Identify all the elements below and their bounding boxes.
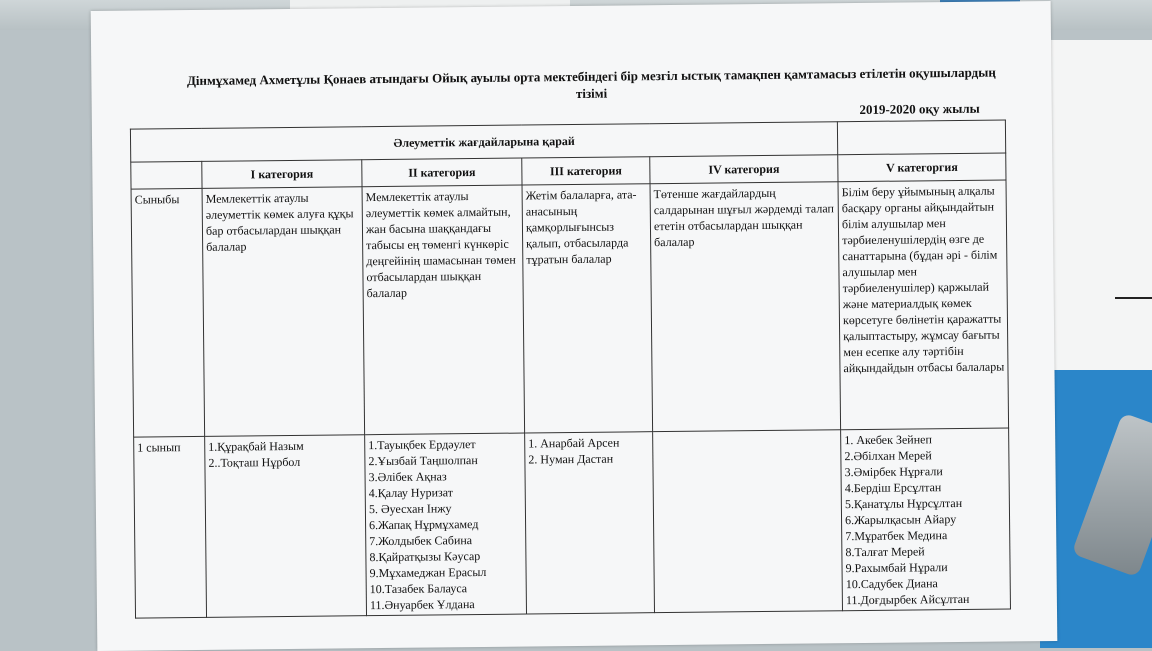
student-item: 3.Әлібек Ақназ: [368, 469, 447, 485]
students-table: [130, 119, 1011, 618]
row-label-class: Сыныбы: [131, 188, 205, 437]
student-item: 1. Акебек Зейнеп: [844, 432, 932, 448]
student-item: 11.Әнуарбек Ұлдана: [369, 597, 475, 613]
social-status-header: Әлеуметтік жағдайларына қарай: [130, 122, 837, 162]
category-1-description: Мемлекеттік атаулы әлеуметтік көмек алуға құқы бар отбасылардан шыққан балалар: [202, 187, 365, 437]
student-item: 4.Бердіш Ерсұлтан: [844, 480, 942, 496]
category-3-description: Жетім балаларға, ата-анасының қамқорлығынсыз қалып, отбасыларда тұратын балалар: [522, 184, 653, 433]
student-item: 9.Мұхамеджан Ерасыл: [369, 564, 487, 581]
student-item: 10.Садубек Диана: [845, 576, 938, 592]
student-item: 2.Ұызбай Таңшолпан: [368, 453, 478, 469]
category-5-header: V категоргия: [838, 153, 1006, 182]
student-item: 2..Тоқташ Нұрбол: [208, 454, 301, 470]
category-4-header: IV категория: [650, 155, 838, 184]
student-item: 5.Қанатұлы Нұрсұлтан: [844, 495, 963, 512]
student-item: 8.Талғат Мерей: [845, 544, 925, 560]
class-1-label: 1 сынып: [134, 436, 207, 618]
empty-category-cell: [131, 161, 202, 189]
category-1-header: I категория: [202, 160, 362, 189]
student-item: 1.Құрақбай Назым: [208, 438, 304, 454]
category-5-description: Білім беру ұйымының алқалы басқару органы айқындайтын білім алушылар мен тәрбиеленушілердің өзге де санаттарына (бұдан әрі - білім алушылар мен тәрбиеленушілер) қаржылай және материалдық көмек көрсетуге бөлінетін қаражатты қалыптастыру, жұмсау бағыты мен есепке алу тәртібін айқындайдын отбасы балалары: [838, 180, 1009, 430]
category-4-description: Төтенше жағдайлардың салдарынан шұғыл жәрдемді талап ететін отбасылардан шыққан балалар: [650, 182, 841, 432]
student-item: 7.Мұратбек Медина: [845, 528, 948, 544]
student-item: 3.Әмірбек Нұрғали: [844, 464, 943, 480]
document-title: Дінмұхамед Ахметұлы Қонаев атындағы Ойық ауылы орта мектебіндегі бір мезгіл ыстық тамақпен қамтамасыз етілетін оқушылардың тізімі: [186, 64, 996, 101]
student-item: 1. Анарбай Арсен: [528, 435, 620, 451]
category-2-students: [365, 433, 527, 616]
student-item: 4.Қалау Нуризат: [368, 485, 454, 501]
student-item: 7.Жолдыбек Сабина: [369, 533, 473, 549]
student-item: 9.Рахымбай Нұрали: [845, 560, 948, 576]
student-item: 5. Әуесхан Інжу: [368, 501, 452, 517]
student-item: 8.Қайратқызы Кәусар: [369, 548, 481, 565]
category-1-students: [205, 435, 367, 618]
category-5-students: [841, 428, 1011, 611]
student-item: 6.Жарылқасын Айару: [845, 512, 957, 528]
paper-stack-line: [1115, 297, 1152, 299]
category-2-description: Мемлекеттік атаулы әлеуметтік көмек алмайтын, жан басына шаққандағы табысы ең төменгі күнкөріс деңгейінің шамасынан төмен отбасылардан шыққан балалар: [362, 185, 525, 435]
student-item: 6.Жапақ Нұрмұхамед: [369, 517, 479, 533]
academic-year: 2019-2020 оқу жылы: [859, 100, 980, 117]
empty-header-cell: [837, 120, 1005, 155]
category-3-header: III категория: [522, 157, 650, 185]
category-3-students: [525, 432, 655, 614]
student-item: 2.Әбілхан Мерей: [844, 448, 932, 464]
category-4-students: [653, 430, 843, 613]
document-sheet: [91, 1, 1058, 651]
student-item: 2. Нуман Дастан: [528, 451, 614, 467]
paper-stack: [1040, 40, 1152, 370]
category-2-header: II категория: [362, 158, 522, 187]
student-item: 1.Тауықбек Ердәулет: [368, 437, 476, 453]
student-item: 10.Тазабек Балауса: [369, 581, 468, 597]
student-item: 11.Доғдырбек Айсұлтан: [845, 591, 970, 608]
